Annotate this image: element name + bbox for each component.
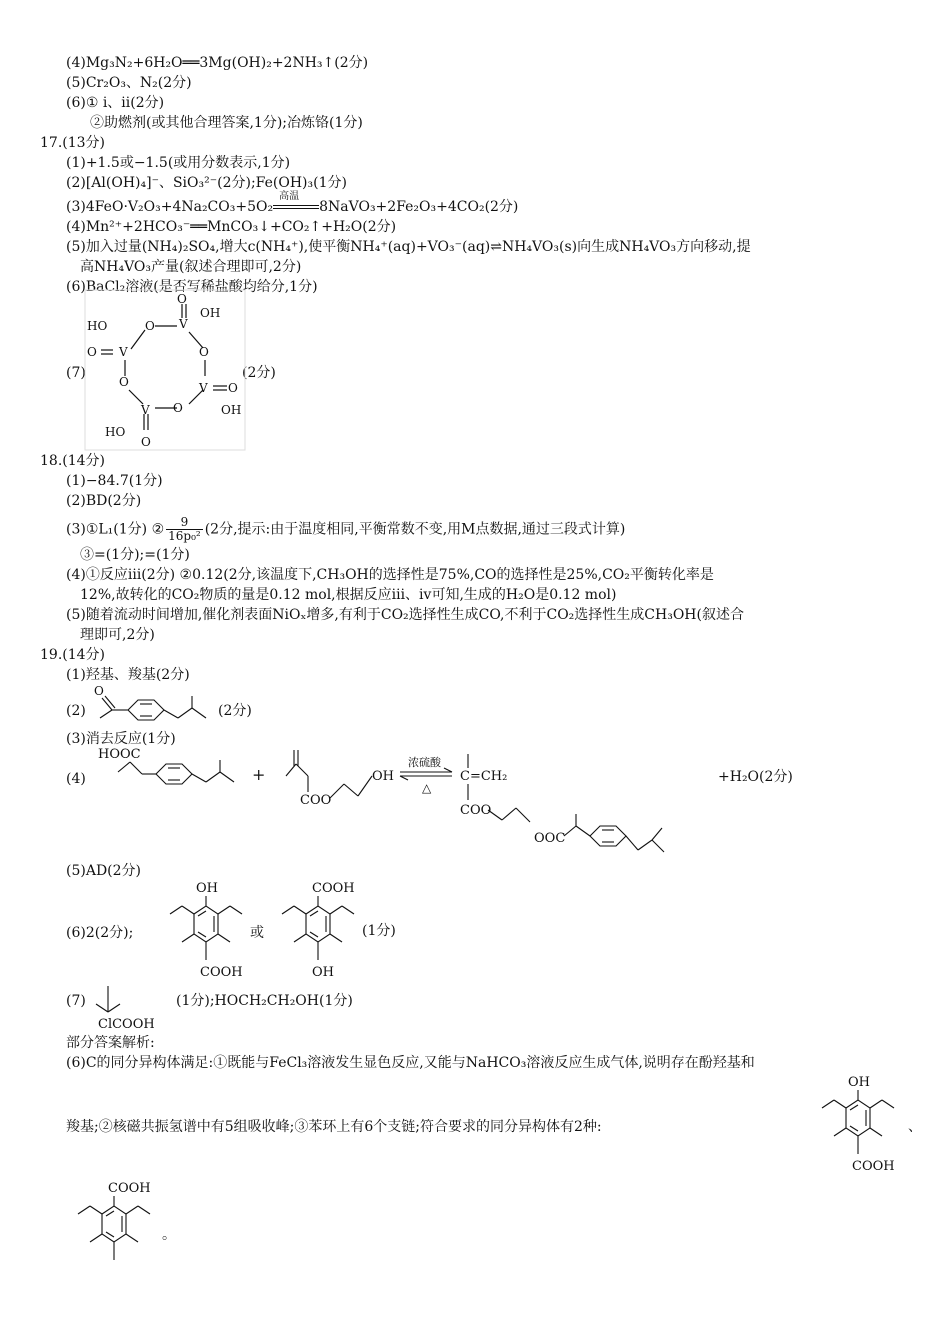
- ring-o-2: O: [199, 345, 209, 359]
- q17-line3: [66, 191, 519, 216]
- q18-fraction-denominator: 16p₀²: [168, 529, 201, 543]
- q17-line5b: 高NH₄VO₃产量(叙述合理即可,2分): [80, 259, 302, 275]
- q18-line5b: 理即可,2分): [80, 627, 155, 643]
- q16-line6: (6)① ⅰ、ⅱ(2分): [66, 95, 165, 111]
- ring-oh-right: OH: [221, 403, 242, 417]
- q17-line4: (4)Mn²⁺+2HCO₃⁻══MnCO₃↓+CO₂↑+H₂O(2分): [66, 219, 397, 235]
- eq-product-ooc: OOC: [534, 831, 566, 846]
- q17-eq3-condition: 高温: [279, 191, 300, 202]
- ring-o-right: O: [228, 381, 238, 395]
- q17-line2: (2)[Al(OH)₄]⁻、SiO₃²⁻(2分);Fe(OH)₃(1分): [66, 175, 347, 191]
- ring-ho-left: HO: [87, 319, 108, 333]
- q16-line5: (5)Cr₂O₃、N₂(2分): [66, 75, 192, 91]
- q17-line6: (6)BaCl₂溶液(是否写稀盐酸均给分,1分): [66, 279, 318, 295]
- vanadate-ring-structure: [85, 290, 245, 450]
- q19-ketone-structure: [90, 682, 220, 726]
- q19-heading: 19.(14分): [40, 647, 106, 663]
- eq-coo: COO: [300, 793, 332, 808]
- expl-isomer-a-oh: OH: [848, 1075, 870, 1090]
- q17-eq3-left: (3)4FeO·V₂O₃+4Na₂CO₃+5O₂: [66, 199, 274, 215]
- q19-line2-label: (2): [66, 703, 86, 719]
- q19-expl-line2: 羧基;②核磁共振氢谱中有5组吸收峰;③苯环上有6个支链;符合要求的同分异构体有2种:: [66, 1119, 602, 1135]
- ring-o-left: O: [87, 345, 97, 359]
- expl-isomer-a-cooh: COOH: [852, 1159, 895, 1174]
- eq-oh: OH: [372, 769, 394, 784]
- q19-esterification-equation: [90, 740, 750, 864]
- q18-line3c: ③=(1分);=(1分): [80, 547, 190, 563]
- q19-line1: (1)羟基、羧基(2分): [66, 667, 190, 683]
- q18-heading: 18.(14分): [40, 453, 106, 469]
- ring-o-bottom: O: [141, 435, 151, 449]
- ring-v-left: V: [119, 345, 128, 359]
- q18-line2: (2)BD(2分): [66, 493, 142, 509]
- q18-line4a: (4)①反应ⅲ(2分) ②0.12(2分,该温度下,CH₃OH的选择性是75%,CO的选择性是25%,CO₂平衡转化率是: [66, 567, 714, 583]
- q19-line6-label: (6)2(2分);: [66, 925, 134, 941]
- ring-v-bottom: V: [141, 403, 150, 417]
- q18-fraction-numerator: 9: [166, 516, 203, 530]
- q18-fraction: [166, 516, 203, 543]
- ring-o-3: O: [119, 375, 129, 389]
- isomer-b-cooh: COOH: [312, 881, 355, 896]
- q17-line5a: (5)加入过量(NH₄)₂SO₄,增大c(NH₄⁺),使平衡NH₄⁺(aq)+VO₃⁻(aq)⇌NH₄VO₃(s)向生成NH₄VO₃方向移动,提: [66, 239, 751, 255]
- q18-line5a: (5)随着流动时间增加,催化剂表面NiOₓ增多,有利于CO₂选择性生成CO,不利于CO₂选择性生成CH₃OH(叙述合: [66, 607, 744, 623]
- ketone-o: O: [94, 684, 104, 698]
- q19-isomer-b: [272, 876, 362, 980]
- q18-line1: (1)−84.7(1分): [66, 473, 163, 489]
- q19-line6-or: 或: [250, 925, 264, 941]
- q19-line6-score: (1分): [362, 923, 396, 939]
- q19-line3: (3)消去反应(1分): [66, 731, 176, 747]
- ring-o-top: O: [177, 292, 187, 306]
- q18-line3b: (2分,提示:由于温度相同,平衡常数不变,用M点数据,通过三段式计算): [204, 521, 626, 538]
- ring-ho-bottom: HO: [105, 425, 126, 439]
- q18-line3: [66, 516, 625, 543]
- q16-line4: (4)Mg₃N₂+6H₂O══3Mg(OH)₂+2NH₃↑(2分): [66, 55, 369, 71]
- q19-line4-label: (4): [66, 771, 86, 787]
- eq-condition-bottom: △: [422, 781, 432, 795]
- isomer-a-cooh: COOH: [200, 965, 243, 980]
- q17-line1: (1)+1.5或−1.5(或用分数表示,1分): [66, 155, 291, 171]
- q19-line7-tail: (1分);HOCH₂CH₂OH(1分): [176, 993, 353, 1009]
- expl-isomer-b-cooh: COOH: [108, 1181, 151, 1196]
- eq-product-c: C=CH₂: [460, 769, 508, 784]
- q19-partial-heading: 部分答案解析:: [66, 1035, 155, 1051]
- eq-hooc: HOOC: [98, 747, 141, 762]
- q19-expl-end: 。: [162, 1227, 176, 1243]
- q18-line4b: 12%,故转化的CO₂物质的量是0.12 mol,根据反应ⅲ、ⅳ可知,生成的H₂O是0.12 mol): [80, 587, 617, 603]
- q19-line5: (5)AD(2分): [66, 863, 141, 879]
- chloro-acid-label: ClCOOH: [98, 1017, 155, 1032]
- q17-eq3-arrow: [273, 191, 319, 214]
- q17-line7-score: (2分): [242, 365, 276, 381]
- eq-condition-top: 浓硫酸: [408, 756, 441, 769]
- q19-expl-separator: 、: [908, 1119, 922, 1135]
- q18-line3a: (3)①L₁(1分) ②: [66, 521, 165, 538]
- isomer-b-oh: OH: [312, 965, 334, 980]
- eq-plus: +: [252, 765, 266, 784]
- q19-expl-isomer-b: [68, 1176, 164, 1280]
- ring-o-4: O: [173, 401, 183, 415]
- ring-v-right: V: [199, 381, 208, 395]
- q19-expl-line1: (6)C的同分异构体满足:①既能与FeCl₃溶液发生显色反应,又能与NaHCO₃溶液反应生成气体,说明存在酚羟基和: [66, 1055, 755, 1071]
- q19-line7-label: (7): [66, 993, 86, 1009]
- ring-o-1: O: [145, 319, 155, 333]
- q17-heading: 17.(13分): [40, 135, 106, 151]
- q17-line7-label: (7): [66, 365, 86, 381]
- ring-v-top: V: [179, 317, 188, 331]
- isomer-a-oh: OH: [196, 881, 218, 896]
- q19-line4-tail: +H₂O(2分): [718, 769, 793, 785]
- q19-isomer-a: [160, 876, 250, 980]
- q19-line2-score: (2分): [218, 703, 252, 719]
- eq-product-coo: COO: [460, 803, 492, 818]
- q19-chloro-acid-structure: [92, 982, 182, 1032]
- q17-eq3-right: 8NaVO₃+2Fe₂O₃+4CO₂(2分): [319, 199, 519, 215]
- q19-expl-isomer-a: [812, 1070, 908, 1174]
- q16-line6b: ②助燃剂(或其他合理答案,1分);冶炼铬(1分): [90, 115, 363, 131]
- ring-oh-top: OH: [200, 306, 221, 320]
